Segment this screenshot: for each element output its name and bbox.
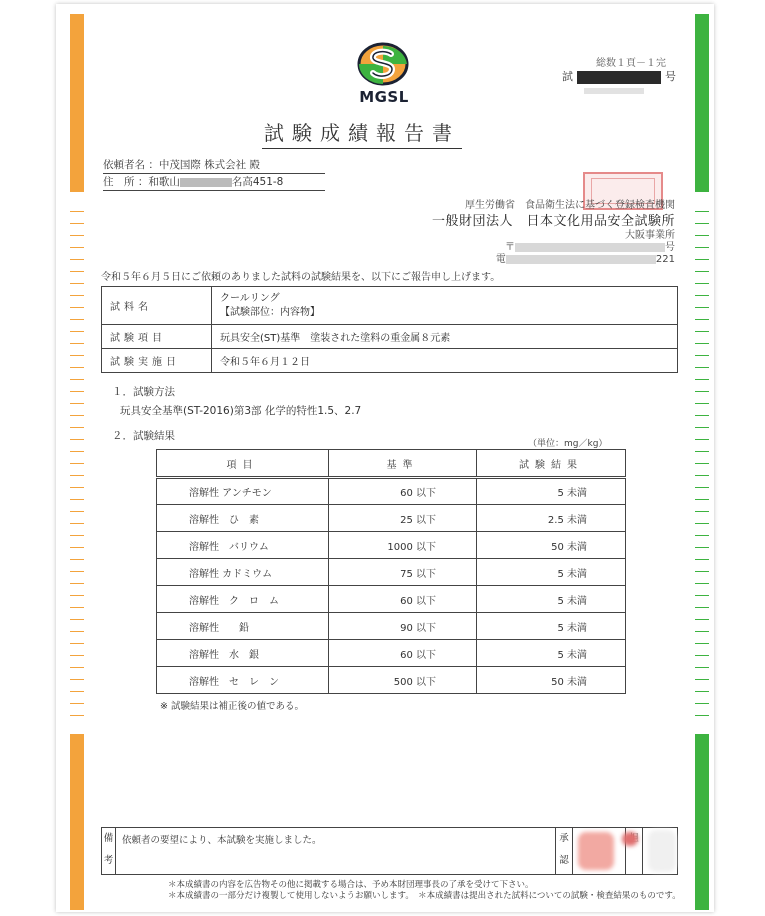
table-row	[157, 667, 626, 694]
header-standard: 基準	[329, 450, 477, 478]
left-edge-bar-top	[70, 14, 84, 192]
row-item: 溶解性 水 銀	[157, 640, 329, 667]
row-item: 溶解性 ク ロ ム	[157, 586, 329, 613]
row-standard: 75 以下	[329, 559, 477, 586]
row-item: 溶解性 アンチモン	[157, 478, 329, 505]
logo-text: MGSL	[359, 88, 409, 106]
row-result: 5 未満	[477, 478, 626, 505]
row-result: 5 未満	[477, 586, 626, 613]
row-item: 溶解性 セ レ ン	[157, 667, 329, 694]
client-name-row	[103, 157, 325, 174]
row-result: 5 未満	[477, 559, 626, 586]
redaction-light	[584, 88, 644, 94]
header-result: 試験結果	[477, 450, 626, 478]
row-standard: 90 以下	[329, 613, 477, 640]
mgsl-logo-icon	[356, 42, 410, 86]
document-title: 試験成績報告書	[262, 117, 462, 149]
test-item-row	[102, 325, 678, 349]
table-row	[157, 640, 626, 667]
unit-label: （単位：mg／kg）	[528, 439, 608, 449]
client-address-prefix: ：和歌山	[137, 176, 180, 188]
right-edge-ticks	[695, 200, 709, 725]
sample-name-cell	[212, 287, 678, 325]
right-edge-bar-top	[695, 14, 709, 192]
header-item: 項目	[157, 450, 329, 478]
table-row	[157, 478, 626, 505]
table-row	[157, 532, 626, 559]
results-heading: ２．試験結果	[112, 430, 175, 442]
row-item: 溶解性 バリウム	[157, 532, 329, 559]
sample-name-label: 試料名	[102, 287, 212, 325]
right-edge-bar-bottom	[695, 734, 709, 910]
sample-part-value: 【試験部位：内容物】	[220, 306, 320, 318]
check-seal-blurred	[622, 832, 638, 846]
redaction-block	[180, 178, 232, 187]
redaction-light	[506, 255, 656, 264]
issuer-postal-prefix: 〒	[505, 242, 515, 253]
redaction-block	[577, 71, 661, 84]
remarks-box	[101, 827, 678, 875]
row-result: 2.5 未満	[477, 505, 626, 532]
report-number-prefix: 試	[562, 70, 573, 83]
row-result: 50 未満	[477, 532, 626, 559]
issuer-registration: 厚生労働省 食品衛生法に基づく登録検査機関	[465, 200, 675, 211]
client-block	[103, 157, 325, 191]
sample-info-table	[101, 286, 678, 373]
sample-name-row	[102, 287, 678, 325]
approval-label: 承認	[555, 828, 573, 874]
signature-blurred	[648, 830, 676, 872]
remarks-label: 備考	[102, 828, 116, 874]
table-row	[157, 505, 626, 532]
row-result: 50 未満	[477, 667, 626, 694]
row-item: 溶解性 カドミウム	[157, 559, 329, 586]
test-item-value: 玩具安全(ST)基準 塗装された塗料の重金属８元素	[212, 325, 678, 349]
client-address-label: 住 所	[103, 176, 135, 188]
row-item: 溶解性 鉛	[157, 613, 329, 640]
table-row	[157, 559, 626, 586]
left-edge-ticks	[70, 200, 84, 725]
table-row	[157, 613, 626, 640]
test-date-label: 試験実施日	[102, 349, 212, 373]
report-number-suffix: 号	[665, 70, 676, 83]
row-result: 5 未満	[477, 613, 626, 640]
test-date-row	[102, 349, 678, 373]
row-standard: 1000 以下	[329, 532, 477, 559]
row-standard: 60 以下	[329, 586, 477, 613]
issuer-tel-prefix: 電	[495, 254, 506, 265]
footer-note-2: ＊本成績書の一部分だけ複製して使用しないようお願いします。 ＊本成績書は提出された試料についての試験・検査結果のものです。	[168, 891, 681, 901]
row-item: 溶解性 ひ 素	[157, 505, 329, 532]
row-standard: 25 以下	[329, 505, 477, 532]
results-table	[156, 449, 626, 694]
remarks-text: 依頼者の要望により、本試験を実施しました。	[122, 835, 322, 846]
issuer-tel	[496, 250, 675, 265]
page-count: 総数１頁－１完	[596, 58, 666, 69]
test-item-label: 試験項目	[102, 325, 212, 349]
results-note: ※ 試験結果は補正後の値である。	[160, 701, 304, 712]
method-heading: １．試験方法	[112, 386, 175, 398]
row-result: 5 未満	[477, 640, 626, 667]
table-row	[157, 586, 626, 613]
test-date-value: 令和５年６月１２日	[212, 349, 678, 373]
issuer-postal-suffix: 号	[665, 242, 675, 253]
client-name-label: 依頼者名	[103, 159, 145, 171]
row-standard: 500 以下	[329, 667, 477, 694]
row-standard: 60 以下	[329, 640, 477, 667]
issuer-branch: 大阪事業所	[625, 230, 675, 241]
client-name-value: ：中茂国際 株式会社 殿	[148, 159, 261, 171]
sample-name-value: クールリング	[220, 292, 280, 304]
left-edge-bar-bottom	[70, 734, 84, 910]
results-header-row	[157, 450, 626, 478]
issuer-organization: 一般財団法人 日本文化用品安全試験所	[431, 214, 675, 229]
row-standard: 60 以下	[329, 478, 477, 505]
method-body: 玩具安全基準(ST-2016)第3部 化学的特性1.5、2.7	[120, 405, 362, 417]
issuer-tel-suffix: 221	[655, 254, 675, 265]
client-address-row	[103, 174, 325, 191]
footer-note-1: ＊本成績書の内容を広告物その他に掲載する場合は、予め本財団理事長の了承を受けて下さい。	[168, 880, 534, 890]
client-address-suffix: 名高451-8	[231, 176, 284, 188]
report-number	[562, 68, 676, 84]
approval-seal-blurred	[578, 832, 614, 870]
intro-text: 令和５年６月５日にご依頼のありました試料の試験結果を、以下にご報告申し上げます。	[101, 272, 501, 283]
